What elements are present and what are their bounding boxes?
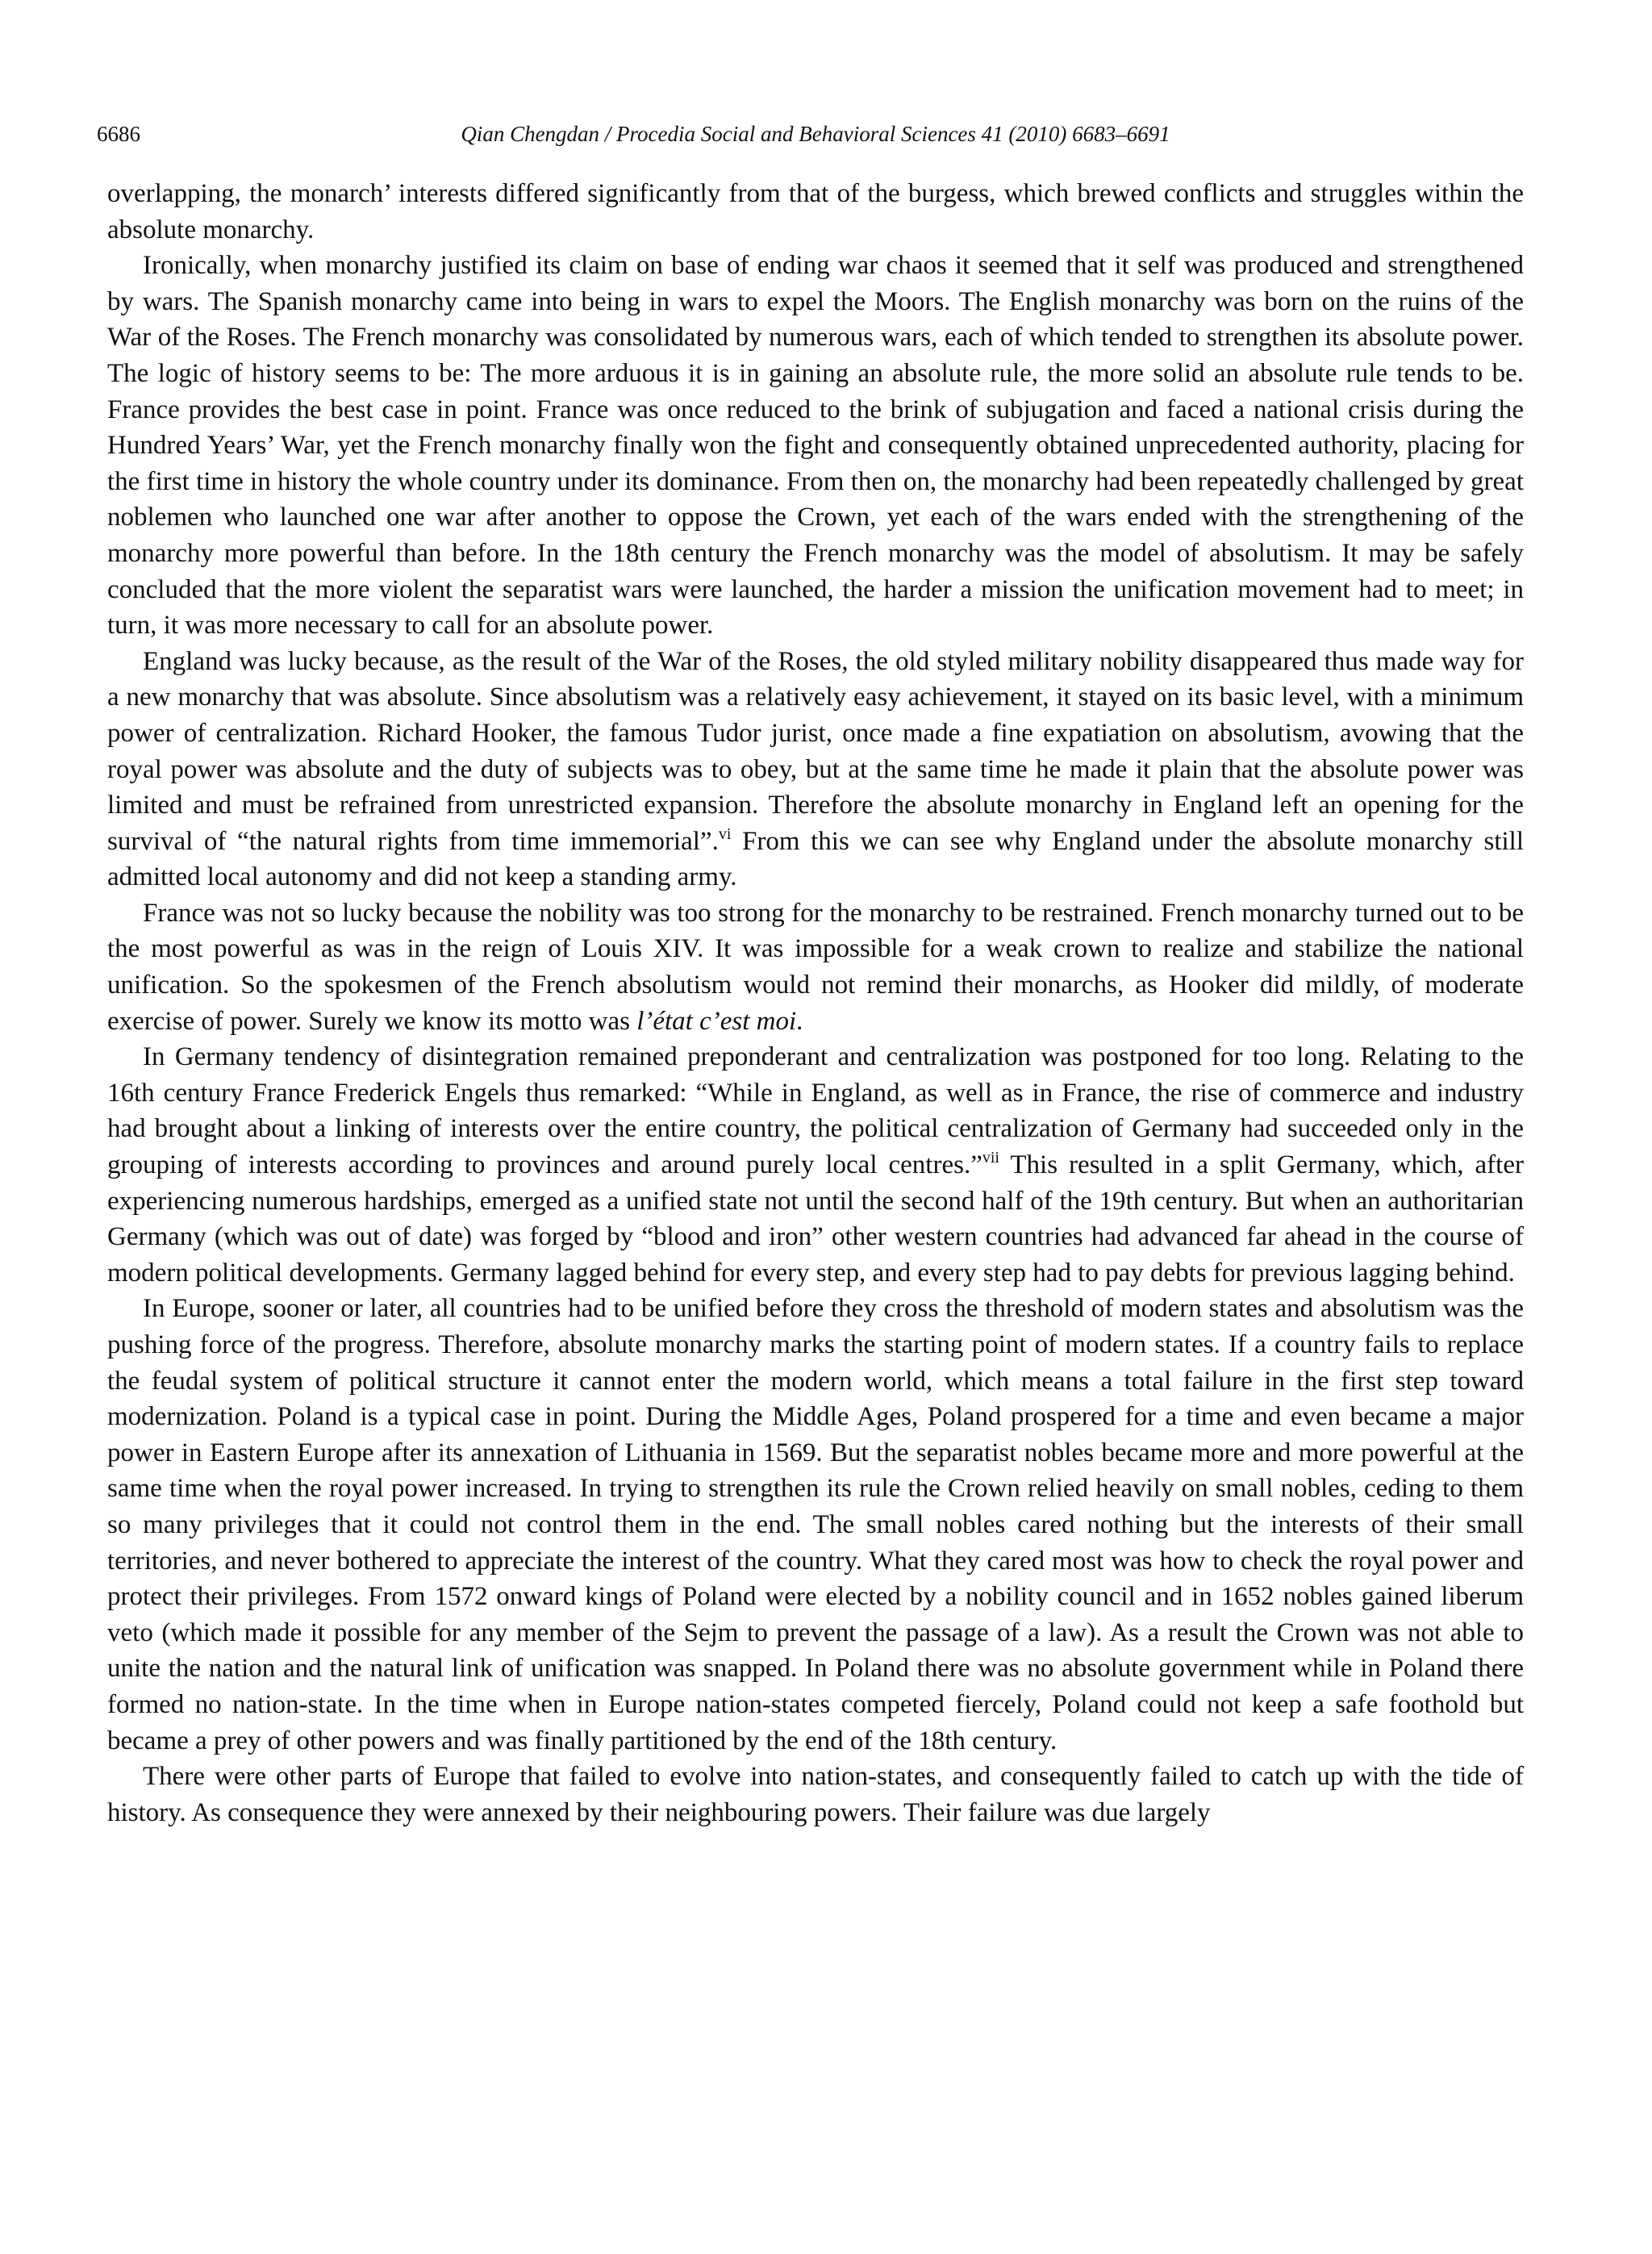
body-text (107, 176, 1524, 1830)
document-page (97, 97, 1525, 1830)
motto-emphasis: l’état c’est moi (636, 1006, 797, 1036)
footnote-marker-vii: vii (982, 1149, 999, 1167)
journal-citation: Qian Chengdan / Procedia Social and Behavioral Sciences 41 (2010) 6683–6691 (461, 122, 1170, 146)
paragraph-3: England was lucky because, as the result of the War of the Roses, the old styled military nobility disappeared thus made way for a new monarchy that was absolute. Since absolutism was a relatively easy achievement, it stayed on its basic level, with a minimum power of centralization. Richard Hooker, the famous Tudor jurist, once made a fine expatiation on absolutism, avowing that the royal power was absolute and the duty of subjects was to obey, but at the same time he made it plain that the absolute power was limited and must be refrained from unrestricted expansion. Therefore the absolute monarchy in England left an opening for the survival of “the natural rights from time immemorial”.$^{vi}$ From this we can see why England under the absolute monarchy still admitted local autonomy and did not keep a standing army. (107, 646, 1525, 892)
paragraph-1-continuation: overlapping, the monarch’ interests differed significantly from that of the burgess, which brewed conflicts and struggles within the absolute monarchy. (107, 179, 1524, 244)
page-number: 6686 (97, 122, 140, 146)
paragraph-4: France was not so lucky because the nobility was too strong for the monarchy to be restrained. French monarchy turned out to be the most powerful as was in the reign of Louis XIV. It was impossible for a weak crown to realize and stabilize the national unification. So the spokesmen of the French absolutism would not remind their monarchs, as Hooker did mildly, of moderate exercise of power. Surely we know its motto was l’état c’est moi. (107, 898, 1524, 1036)
paragraph-6: In Europe, sooner or later, all countries had to be unified before they cross the threshold of modern states and absolutism was the pushing force of the progress. Therefore, absolute monarchy marks the starting point of modern states. If a country fails to replace the feudal system of political structure it cannot enter the modern world, which means a total failure in the first step toward modernization. Poland is a typical case in point. During the Middle Ages, Poland prospered for a time and even became a major power in Eastern Europe after its annexation of Lithuania in 1569. But the separatist nobles became more and more powerful at the same time when the royal power increased. In trying to strengthen its rule the Crown relied heavily on small nobles, ceding to them so many privileges that it could not control them in the end. The small nobles cared nothing but the interests of their small territories, and never bothered to appreciate the interest of the country. What they cared most was how to check the royal power and protect their privileges. From 1572 onward kings of Poland were elected by a nobility council and in 1652 nobles gained liberum veto (which made it possible for any member of the Sejm to prevent the passage of a law). As a result the Crown was not able to unite the nation and the natural link of unification was snapped. In Poland there was no absolute government while in Poland there formed no nation-state. In the time when in Europe nation-states competed fiercely, Poland could not keep a safe foothold but became a prey of other powers and was finally partitioned by the end of the 18th century. (107, 1294, 1524, 1755)
paragraph-5: In Germany tendency of disintegration remained preponderant and centralization was postponed for too long. Relating to the 16th century France Frederick Engels thus remarked: “While in England, as well as in France, the rise of commerce and industry had brought about a linking of interests over the entire country, the political centralization of Germany had succeeded only in the grouping of interests according to provinces and around purely local centres.”$^{vii}$ This resulted in a split Germany, which, after experiencing numerous hardships, emerged as a unified state not until the second half of the 19th century. But when an authoritarian Germany (which was out of date) was forged by “blood and iron” other western countries had advanced far ahead in the course of modern political developments. Germany lagged behind for every step, and every step had to pay debts for previous lagging behind. (107, 1042, 1524, 1288)
running-header (97, 97, 1524, 146)
footnote-marker-vi: vi (718, 824, 732, 843)
paragraph-7: There were other parts of Europe that failed to evolve into nation-states, and consequently failed to catch up with the tide of history. As consequence they were annexed by their neighbouring powers. Their failure was due largely (107, 1762, 1524, 1827)
paragraph-2: Ironically, when monarchy justified its claim on base of ending war chaos it seemed that it self was produced and strengthened by wars. The Spanish monarchy came into being in wars to expel the Moors. The English monarchy was born on the ruins of the War of the Roses. The French monarchy was consolidated by numerous wars, each of which tended to strengthen its absolute power. The logic of history seems to be: The more arduous it is in gaining an absolute rule, the more solid an absolute rule tends to be. France provides the best case in point. France was once reduced to the brink of subjugation and faced a national crisis during the Hundred Years’ War, yet the French monarchy finally won the fight and consequently obtained unprecedented authority, placing for the first time in history the whole country under its dominance. From then on, the monarchy had been repeatedly challenged by great noblemen who launched one war after another to oppose the Crown, yet each of the wars ended with the strengthening of the monarchy more powerful than before. In the 18th century the French monarchy was the model of absolutism. It may be safely concluded that the more violent the separatist wars were launched, the harder a mission the unification movement had to meet; in turn, it was more necessary to call for an absolute power. (107, 251, 1524, 641)
